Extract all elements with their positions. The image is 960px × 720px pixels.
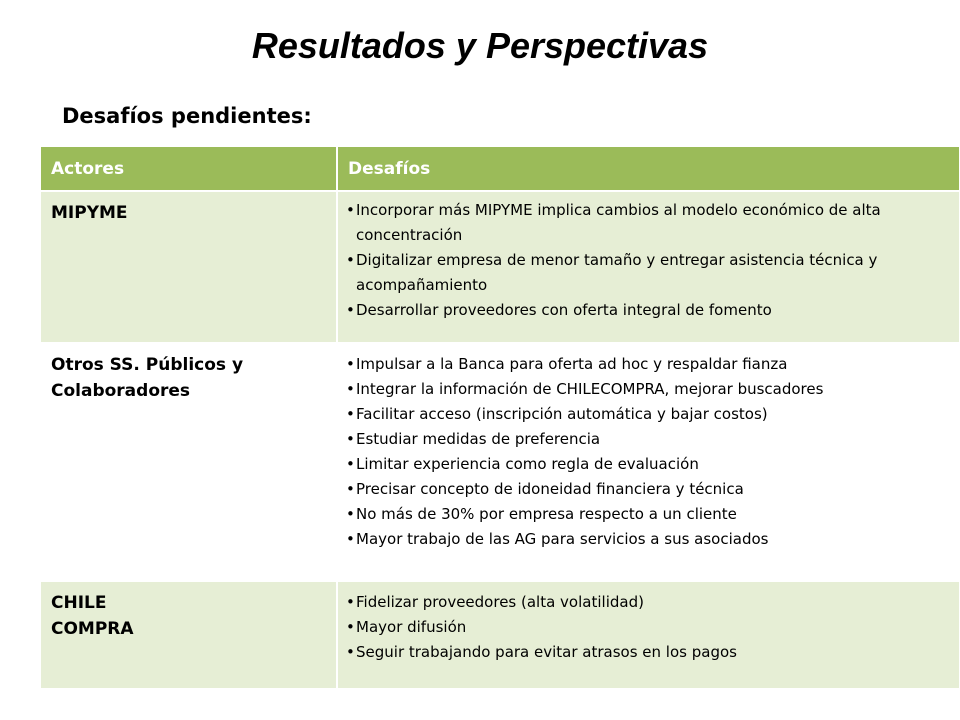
challenge-list [338,192,959,323]
list-item: • Precisar concepto de idoneidad financiera y técnica [346,477,951,502]
bullet-icon: • [346,593,355,611]
page-title: Resultados y Perspectivas [251,25,709,66]
list-item: • Digitalizar empresa de menor tamaño y entregar asistencia técnica y acompañamiento [346,248,951,298]
challenges-cell [337,581,959,688]
bullet-icon: • [346,643,355,661]
list-item: • Mayor trabajo de las AG para servicios a sus asociados [346,527,951,552]
bullet-icon: • [346,530,355,548]
bullet-icon: • [346,251,355,269]
actor-name: MIPYME [51,203,128,223]
column-header-desafios: Desafíos [337,147,959,191]
bullet-icon: • [346,301,355,319]
actor-name-line-2: Colaboradores [51,381,191,401]
bullet-icon: • [346,430,355,448]
section-subtitle: Desafíos pendientes: [62,104,312,128]
bullet-icon: • [346,480,355,498]
column-header-actores: Actores [41,147,337,191]
table-header-row [41,147,959,191]
bullet-icon: • [346,618,355,636]
list-item: • Limitar experiencia como regla de evaluación [346,452,951,477]
actor-name-line-2: COMPRA [51,619,134,639]
bullet-icon: • [346,380,355,398]
bullet-icon: • [346,455,355,473]
actor-cell [41,581,337,688]
challenges-cell [337,343,959,581]
challenge-list [338,344,959,552]
table-row [41,581,959,688]
list-item: • No más de 30% por empresa respecto a un cliente [346,502,951,527]
challenges-table [41,147,959,688]
table-row [41,191,959,343]
actor-name: CHILE [51,593,107,613]
list-item: • Fidelizar proveedores (alta volatilidad) [346,590,951,615]
bullet-icon: • [346,201,355,219]
challenges-cell [337,191,959,343]
actor-cell [41,191,337,343]
list-item: • Integrar la información de CHILECOMPRA, mejorar buscadores [346,377,951,402]
actor-name: Otros SS. Públicos y [51,355,244,375]
bullet-icon: • [346,355,355,373]
list-item: • Seguir trabajando para evitar atrasos en los pagos [346,640,951,665]
actor-cell [41,343,337,581]
table-row [41,343,959,581]
list-item: • Mayor difusión [346,615,951,640]
bullet-icon: • [346,505,355,523]
challenge-list [338,582,959,665]
list-item: • Incorporar más MIPYME implica cambios al modelo económico de alta concentración [346,198,951,248]
list-item: • Estudiar medidas de preferencia [346,427,951,452]
list-item: • Impulsar a la Banca para oferta ad hoc y respaldar fianza [346,352,951,377]
list-item: • Facilitar acceso (inscripción automática y bajar costos) [346,402,951,427]
bullet-icon: • [346,405,355,423]
list-item: • Desarrollar proveedores con oferta integral de fomento [346,298,951,323]
